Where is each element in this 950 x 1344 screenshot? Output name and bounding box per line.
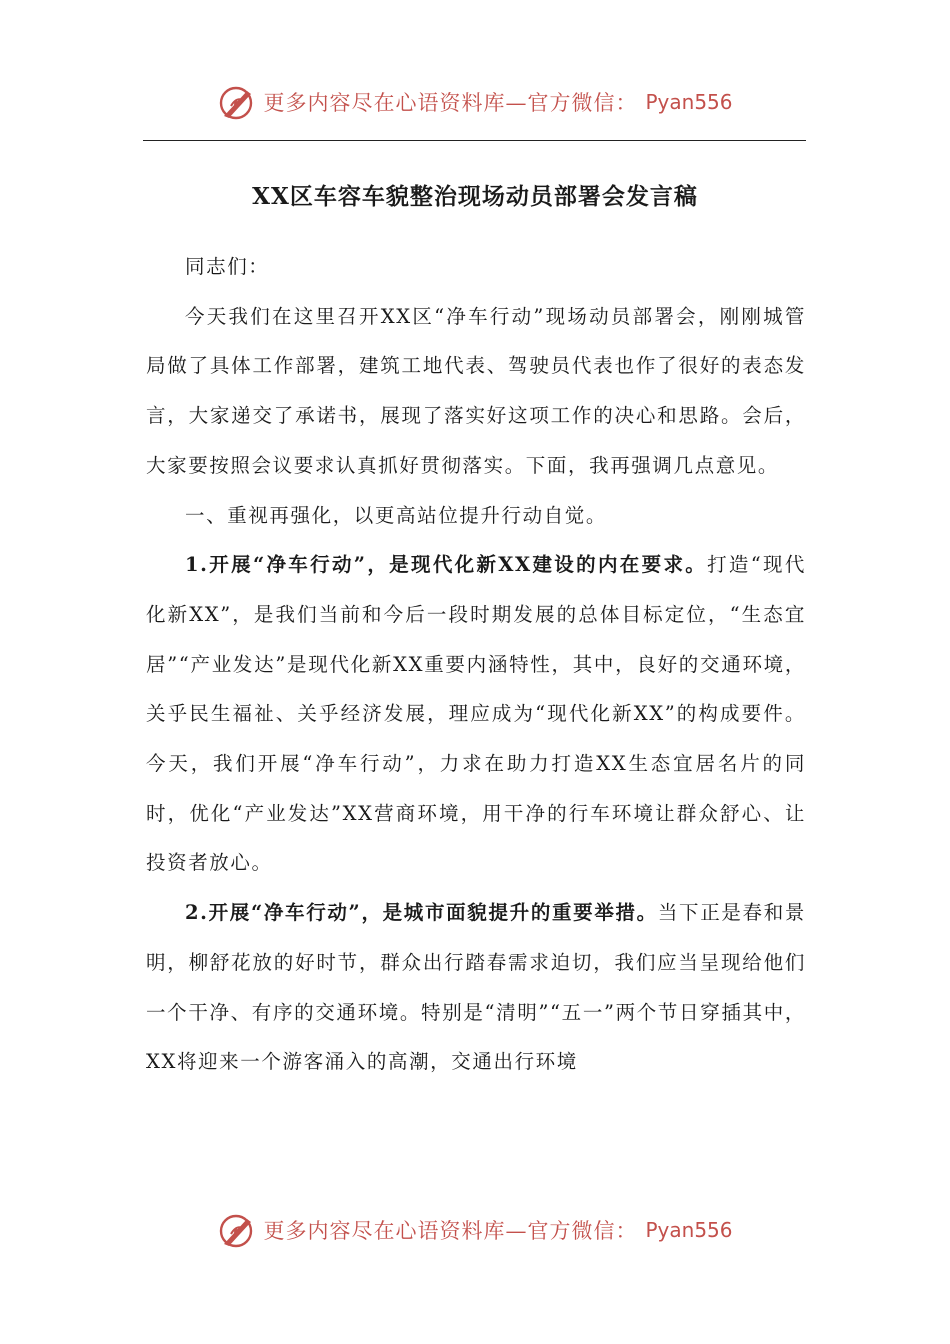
pen-logo-icon (217, 82, 257, 122)
point-paragraph (146, 888, 806, 1087)
header-banner (0, 80, 950, 124)
wechat-id: Pyan556 (645, 1218, 733, 1242)
section-heading: 一、重视再强化，以更高站位提升行动自觉。 (185, 503, 608, 527)
banner-text: 更多内容尽在心语资料库—官方微信： (263, 91, 638, 115)
intro-paragraph: 今天我们在这里召开XX区“净车行动”现场动员部署会，刚刚城管局做了具体工作部署，建筑工地代表、驾驶员代表也作了很好的表态发言，大家递交了承诺书，展现了落实好这项工作的决心和思路。会后，大家要按照会议要求认真抓好贯彻落实。下面，我再强调几点意见。 (146, 304, 806, 477)
pen-logo-icon (217, 1210, 257, 1250)
point-lead: 1.开展“净车行动”，是现代化新XX建设的内在要求。 (185, 553, 708, 577)
wechat-id: Pyan556 (645, 90, 733, 114)
point-body: 当下正是春和景明，柳舒花放的好时节，群众出行踏春需求迫切，我们应当呈现给他们一个干净、有序的交通环境。特别是“清明”“五一”两个节日穿插其中，XX将迎来一个游客涌入的高潮，交通出行环境 (146, 901, 806, 1074)
salutation: 同志们： (185, 255, 270, 278)
header-rule (143, 140, 806, 141)
point-body: 打造“现代化新XX”，是我们当前和今后一段时期发展的总体目标定位，“生态宜居”“产业发达”是现代化新XX重要内涵特性，其中，良好的交通环境，关乎民生福祉、关乎经济发展，理应成为“现代化新XX”的构成要件。今天，我们开展“净车行动”，力求在助力打造XX生态宜居名片的同时，优化“产业发达”XX营商环境，用干净的行车环境让群众舒心、让投资者放心。 (146, 553, 806, 875)
document-title: XX区车容车貌整治现场动员部署会发言稿 (252, 183, 698, 210)
point-paragraph (146, 540, 806, 888)
footer-banner (0, 1208, 950, 1252)
point-lead: 2.开展“净车行动”，是城市面貌提升的重要举措。 (185, 901, 658, 925)
document-body (146, 242, 806, 1087)
banner-text: 更多内容尽在心语资料库—官方微信： (263, 1219, 638, 1243)
